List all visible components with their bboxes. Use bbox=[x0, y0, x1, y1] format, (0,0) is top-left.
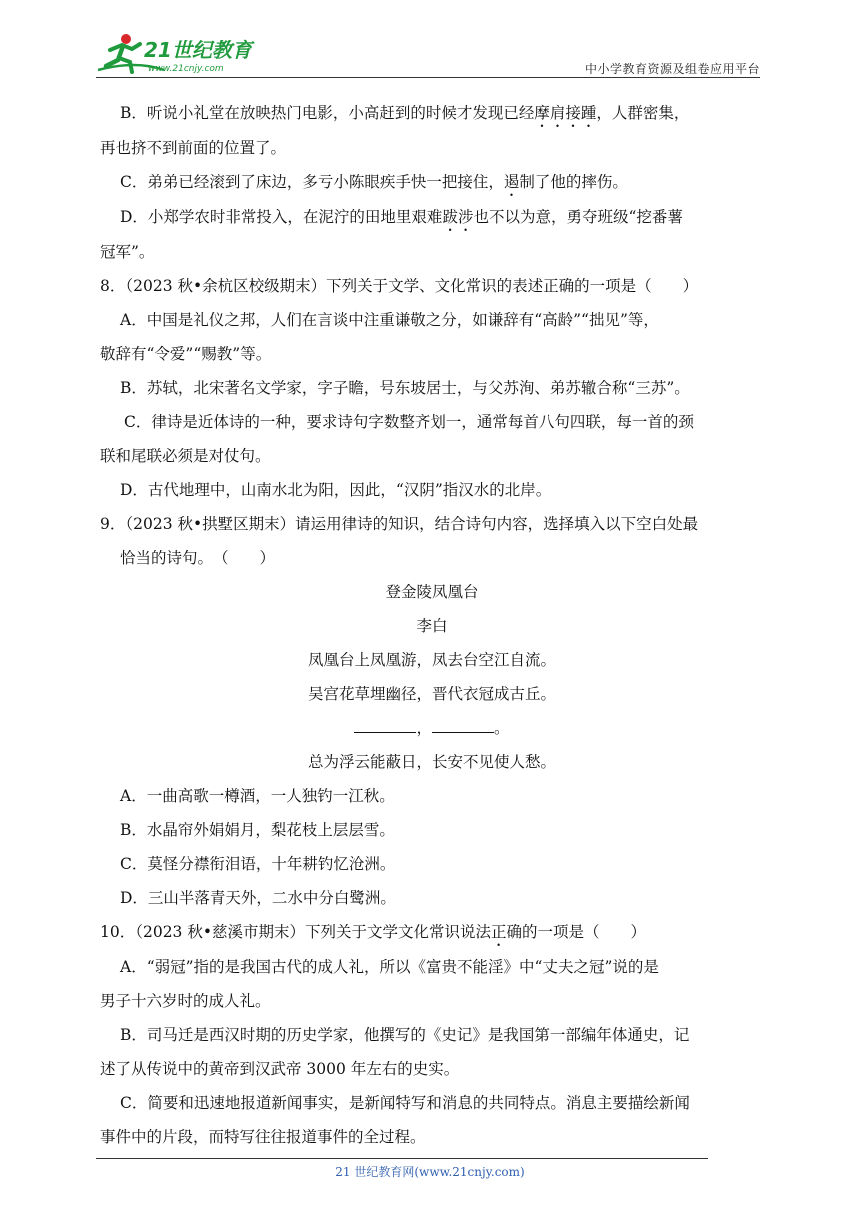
option-line: 冠军”。 bbox=[100, 243, 155, 261]
option-line: D．古代地理中，山南水北为阳，因此，“汉阴”指汉水的北岸。 bbox=[120, 481, 552, 499]
option-line: A．一曲高歌一樽酒，一人独钓一江秋。 bbox=[120, 787, 395, 805]
poem-author: 李白 bbox=[416, 617, 448, 635]
fill-blank bbox=[432, 712, 494, 733]
page-footer: 21 世纪教育网(www.21cnjy.com) bbox=[335, 1165, 525, 1179]
option-line: A．“弱冠”指的是我国古代的成人礼，所以《富贵不能淫》中“丈夫之冠”说的是 bbox=[120, 958, 659, 976]
header-divider bbox=[96, 77, 760, 78]
poem-title: 登金陵凤凰台 bbox=[385, 583, 479, 601]
option-line: 联和尾联必须是对仗句。 bbox=[100, 447, 271, 465]
option-line: D．三山半落青天外，二水中分白鹭洲。 bbox=[120, 889, 396, 907]
option-line: 事件中的片段，而特写往往报道事件的全过程。 bbox=[100, 1128, 426, 1146]
option-line: C．莫怪分襟衔泪语，十年耕钓忆沧洲。 bbox=[120, 855, 396, 873]
option-line: B．水晶帘外娟娟月，梨花枝上层层雪。 bbox=[120, 821, 395, 839]
question-10-stem: 10．（2023 秋•慈溪市期末）下列关于文学文化常识说法正确的一项是（ ） bbox=[100, 923, 647, 941]
logo-title: 21世纪教育 bbox=[144, 38, 252, 62]
option-line: C．律诗是近体诗的一种，要求诗句字数整齐划一，通常每首八句四联，每一首的颈 bbox=[124, 413, 694, 431]
option-line: 男子十六岁时的成人礼。 bbox=[100, 992, 271, 1010]
emphasized-word: 正 bbox=[491, 923, 507, 941]
question-8-stem: 8．（2023 秋•余杭区校级期末）下列关于文学、文化常识的表述正确的一项是（ ） bbox=[100, 277, 699, 295]
page-header bbox=[96, 30, 760, 78]
question-content bbox=[100, 96, 764, 1154]
platform-name: 中小学教育资源及组卷应用平台 bbox=[584, 62, 760, 76]
emphasized-word: 摩肩接踵 bbox=[534, 104, 597, 122]
logo-url: www.21cnjy.com bbox=[148, 64, 224, 74]
emphasized-word: 跋涉 bbox=[442, 208, 474, 226]
fill-blank bbox=[354, 712, 416, 733]
emphasized-word: 遏 bbox=[503, 173, 520, 191]
poem-blank-line: ， 。 bbox=[100, 711, 764, 745]
poem-line: 凤凰台上凤凰游，凤去台空江自流。 bbox=[307, 651, 556, 669]
option-line: D．小郑学农时非常投入，在泥泞的田地里艰难跋涉也不以为意，勇夺班级“挖番薯 bbox=[120, 208, 683, 226]
option-line: 述了从传说中的黄帝到汉武帝 3000 年左右的史实。 bbox=[100, 1060, 460, 1078]
poem-line: 总为浮云能蔽日，长安不见使人愁。 bbox=[307, 753, 556, 771]
option-line: B．苏轼，北宋著名文学家，字子瞻，号东坡居士，与父苏洵、弟苏辙合称“三苏”。 bbox=[120, 379, 690, 397]
footer-divider bbox=[96, 1158, 708, 1159]
option-line: B．司马迁是西汉时期的历史学家，他撰写的《史记》是我国第一部编年体通史，记 bbox=[120, 1026, 690, 1044]
option-line: C．简要和迅速地报道新闻事实，是新闻特写和消息的共同特点。消息主要描绘新闻 bbox=[120, 1094, 690, 1112]
option-line: A．中国是礼仪之邦，人们在言谈中注重谦敬之分，如谦辞有“高龄”“拙见”等， bbox=[120, 311, 659, 329]
option-line: C．弟弟已经滚到了床边，多亏小陈眼疾手快一把接住，遏制了他的摔伤。 bbox=[120, 173, 628, 191]
site-logo bbox=[96, 30, 266, 76]
question-9-stem-cont: 恰当的诗句。 （ ） bbox=[120, 549, 276, 567]
poem-line: 吴宫花草埋幽径，晋代衣冠成古丘。 bbox=[307, 685, 556, 703]
option-line: B．听说小礼堂在放映热门电影，小高赶到的时候才发现已经摩肩接踵，人群密集， bbox=[120, 104, 690, 122]
option-line: 再也挤不到前面的位置了。 bbox=[100, 139, 287, 157]
question-9-stem: 9．（2023 秋•拱墅区期末）请运用律诗的知识，结合诗句内容，选择填入以下空白处最 bbox=[100, 515, 699, 533]
option-line: 敬辞有“令爱”“赐教”等。 bbox=[100, 345, 272, 363]
